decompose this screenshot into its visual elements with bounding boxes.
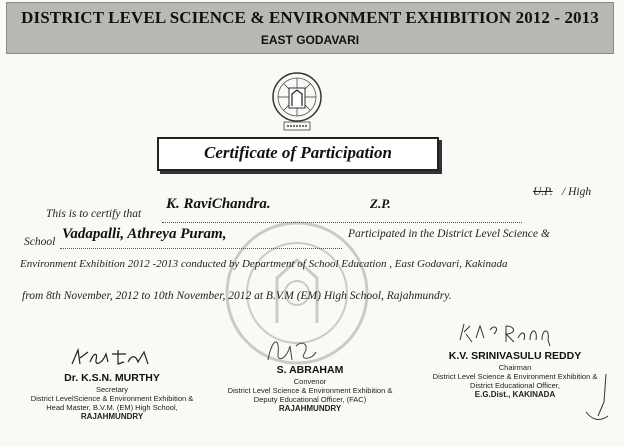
line2-suffix: Participated in the District Level Science & [348, 228, 550, 240]
signatory-place: RAJAHMUNDRY [80, 412, 144, 421]
signatory-place: RAJAHMUNDRY [278, 404, 342, 413]
signatory-desc1: District Level Science & Environment Exhibition & [227, 386, 393, 395]
signatory-role: Convenor [293, 377, 327, 386]
signatory-desc1: District Level Science & Environment Exhibition & [432, 372, 598, 381]
murthy-signature-icon [68, 344, 154, 372]
signatory-name: K.V. SRINIVASULU REDDY [448, 350, 582, 362]
signatory-name: S. ABRAHAM [276, 364, 344, 376]
signatory-convenor [210, 364, 410, 413]
signatory-desc2: District Educational Officer, [470, 381, 560, 390]
school-label: School [24, 236, 56, 248]
certificate-title: Certificate of Participation [204, 143, 392, 162]
line1-prefix: This is to certify that [46, 208, 142, 220]
abraham-signature-icon [262, 332, 322, 366]
signatory-role: Chairman [498, 363, 532, 372]
reddy-signature-icon [456, 318, 556, 348]
school-name: Vadapalli, Athreya Puram, [62, 226, 227, 242]
line3-text: Environment Exhibition 2012 -2013 conducted by Department of School Education , East Godavari, Kakinada [20, 258, 508, 270]
school-dotted-line [60, 248, 342, 249]
state-emblem-icon [270, 70, 324, 134]
exhibition-title: DISTRICT LEVEL SCIENCE & ENVIRONMENT EXHIBITION 2012 - 2013 [21, 8, 599, 27]
signatory-desc1: District LevelScience & Environment Exhibition & [30, 394, 194, 403]
line4-text: from 8th November, 2012 to 10th November, 2012 at B.V.M (EM) High School, Rajahmundry. [22, 290, 452, 302]
signatory-place: E.G.Dist., KAKINADA [474, 390, 556, 399]
signatory-secretary [14, 372, 210, 421]
student-name: K. RaviChandra. [166, 196, 271, 212]
certificate-title-box [157, 137, 439, 171]
signatory-desc2: Deputy Educational Officer, (FAC) [253, 395, 367, 404]
header-banner [6, 2, 614, 54]
signatory-name: Dr. K.S.N. MURTHY [64, 372, 160, 384]
student-class: Z.P. [370, 196, 391, 211]
name-dotted-line [162, 222, 522, 223]
district-subtitle: EAST GODAVARI [260, 33, 360, 47]
signatory-desc2: Head Master, B.V.M. (EM) High School, [46, 403, 178, 412]
line1-suffix: / High [562, 186, 592, 198]
corner-pen-mark-icon [578, 372, 614, 432]
signatory-role: Secretary [95, 385, 129, 394]
struck-option: U.P. [533, 186, 553, 198]
